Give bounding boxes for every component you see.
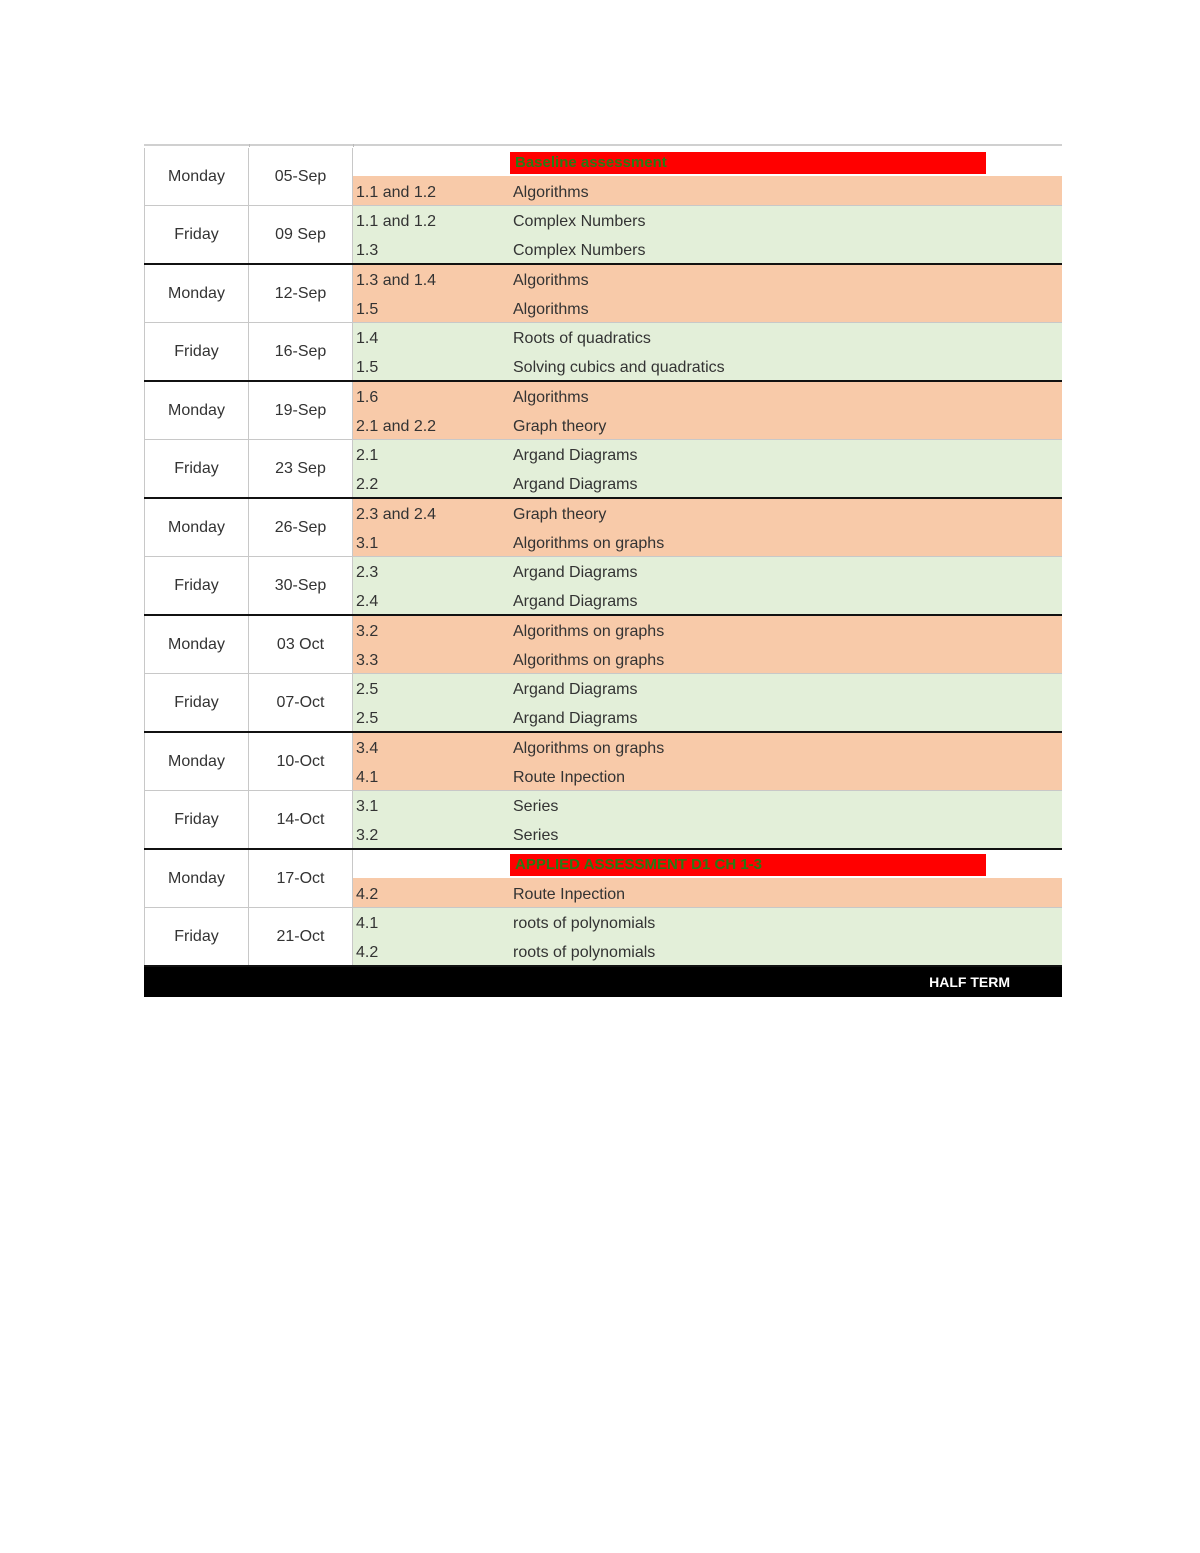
half-term-footer	[144, 967, 1062, 997]
day-cell: Friday	[144, 557, 249, 614]
section-cell: 2.4	[356, 593, 379, 610]
lesson-row	[353, 702, 1062, 731]
lesson-row	[353, 791, 1062, 819]
lesson-row	[353, 878, 1062, 907]
section-cell: 2.3	[356, 564, 379, 581]
section-cell: 2.2	[356, 476, 379, 493]
top-border	[144, 144, 1062, 146]
section-cell: 3.2	[356, 623, 379, 640]
topic-cell: roots of polynomials	[513, 944, 656, 961]
header-col-separator	[353, 144, 354, 147]
lesson-row	[353, 499, 1062, 527]
day-cell: Friday	[144, 206, 249, 263]
topic-cell: Solving cubics and quadratics	[513, 359, 725, 376]
section-cell: 2.5	[356, 681, 379, 698]
lesson-row	[353, 206, 1062, 234]
section-cell: 3.4	[356, 740, 379, 757]
lesson-row	[353, 293, 1062, 322]
lesson-row	[353, 234, 1062, 263]
day-cell: Friday	[144, 440, 249, 497]
section-cell: 4.1	[356, 915, 379, 932]
section-cell: 3.1	[356, 798, 379, 815]
lesson-row	[353, 936, 1062, 965]
date-cell: 26-Sep	[249, 499, 353, 556]
topic-cell: Argand Diagrams	[513, 447, 638, 464]
day-cell: Friday	[144, 323, 249, 380]
topic-cell: Roots of quadratics	[513, 330, 651, 347]
topic-cell: Series	[513, 827, 559, 844]
section-cell: 3.3	[356, 652, 379, 669]
date-cell: 23 Sep	[249, 440, 353, 497]
section-cell: 1.5	[356, 301, 379, 318]
week-block	[144, 557, 1062, 616]
week-block	[144, 616, 1062, 674]
section-cell: 1.4	[356, 330, 379, 347]
week-block	[144, 382, 1062, 440]
week-block	[144, 908, 1062, 967]
topic-cell: Algorithms	[513, 272, 589, 289]
day-cell: Friday	[144, 791, 249, 848]
week-block	[144, 733, 1062, 791]
lesson-row	[353, 382, 1062, 410]
topic-cell: Algorithms	[513, 301, 589, 318]
header-col-separator	[249, 144, 250, 147]
lesson-row	[353, 585, 1062, 614]
lesson-row	[353, 265, 1062, 293]
half-term-label: HALF TERM	[929, 974, 1010, 990]
day-cell: Monday	[144, 265, 249, 322]
topic-cell: Argand Diagrams	[513, 564, 638, 581]
lesson-row	[353, 527, 1062, 556]
topic-cell: Series	[513, 798, 559, 815]
week-block	[144, 206, 1062, 265]
section-cell: 2.5	[356, 710, 379, 727]
assessment-row	[353, 850, 1062, 878]
section-cell: 4.2	[356, 944, 379, 961]
day-cell: Monday	[144, 616, 249, 673]
date-cell: 05-Sep	[249, 148, 353, 205]
section-cell: 1.1 and 1.2	[356, 213, 437, 230]
day-cell: Monday	[144, 499, 249, 556]
week-block	[144, 323, 1062, 382]
lesson-row	[353, 733, 1062, 761]
topic-cell: Argand Diagrams	[513, 710, 638, 727]
date-cell: 17-Oct	[249, 850, 353, 907]
week-block	[144, 674, 1062, 733]
topic-cell: Complex Numbers	[513, 213, 646, 230]
lesson-row	[353, 351, 1062, 380]
topic-cell: Algorithms on graphs	[513, 740, 665, 757]
lesson-row	[353, 908, 1062, 936]
section-cell: 2.1	[356, 447, 379, 464]
day-cell: Monday	[144, 382, 249, 439]
day-cell: Monday	[144, 850, 249, 907]
lesson-row	[353, 323, 1062, 351]
lesson-row	[353, 176, 1062, 205]
assessment-row	[353, 148, 1062, 176]
topic-cell: Graph theory	[513, 506, 607, 523]
topic-cell: Algorithms	[513, 184, 589, 201]
topic-cell: Argand Diagrams	[513, 681, 638, 698]
topic-cell: Algorithms on graphs	[513, 652, 665, 669]
lesson-row	[353, 468, 1062, 497]
section-cell: 1.5	[356, 359, 379, 376]
date-cell: 19-Sep	[249, 382, 353, 439]
section-cell: 1.3 and 1.4	[356, 272, 437, 289]
topic-cell: Complex Numbers	[513, 242, 646, 259]
date-cell: 07-Oct	[249, 674, 353, 731]
lesson-row	[353, 674, 1062, 702]
topic-cell: Algorithms	[513, 389, 589, 406]
date-cell: 14-Oct	[249, 791, 353, 848]
date-cell: 16-Sep	[249, 323, 353, 380]
section-cell: 4.2	[356, 886, 379, 903]
topic-cell: Argand Diagrams	[513, 476, 638, 493]
lesson-row	[353, 410, 1062, 439]
lesson-row	[353, 616, 1062, 644]
section-cell: 3.1	[356, 535, 379, 552]
day-cell: Monday	[144, 148, 249, 205]
lesson-row	[353, 819, 1062, 848]
week-block	[144, 850, 1062, 908]
week-block	[144, 265, 1062, 323]
topic-cell: roots of polynomials	[513, 915, 656, 932]
section-cell: 1.6	[356, 389, 379, 406]
topic-cell: Route Inpection	[513, 886, 626, 903]
section-cell: 1.1 and 1.2	[356, 184, 437, 201]
date-cell: 09 Sep	[249, 206, 353, 263]
date-cell: 12-Sep	[249, 265, 353, 322]
lesson-row	[353, 557, 1062, 585]
section-cell: 1.3	[356, 242, 379, 259]
topic-cell: Graph theory	[513, 418, 607, 435]
week-block	[144, 148, 1062, 206]
date-cell: 03 Oct	[249, 616, 353, 673]
assessment-banner: Baseline assessment	[510, 152, 986, 174]
week-block	[144, 791, 1062, 850]
topic-cell: Route Inpection	[513, 769, 626, 786]
week-block	[144, 499, 1062, 557]
lesson-row	[353, 761, 1062, 790]
date-cell: 21-Oct	[249, 908, 353, 965]
topic-cell: Algorithms on graphs	[513, 623, 665, 640]
date-cell: 10-Oct	[249, 733, 353, 790]
lesson-row	[353, 644, 1062, 673]
day-cell: Friday	[144, 908, 249, 965]
week-block	[144, 440, 1062, 499]
topic-cell: Argand Diagrams	[513, 593, 638, 610]
section-cell: 4.1	[356, 769, 379, 786]
section-cell: 2.3 and 2.4	[356, 506, 437, 523]
topic-cell: Algorithms on graphs	[513, 535, 665, 552]
day-cell: Friday	[144, 674, 249, 731]
lesson-row	[353, 440, 1062, 468]
section-cell: 2.1 and 2.2	[356, 418, 437, 435]
assessment-banner: APPLIED ASSESSMENT D1 CH 1-3	[510, 854, 986, 876]
date-cell: 30-Sep	[249, 557, 353, 614]
day-cell: Monday	[144, 733, 249, 790]
section-cell: 3.2	[356, 827, 379, 844]
